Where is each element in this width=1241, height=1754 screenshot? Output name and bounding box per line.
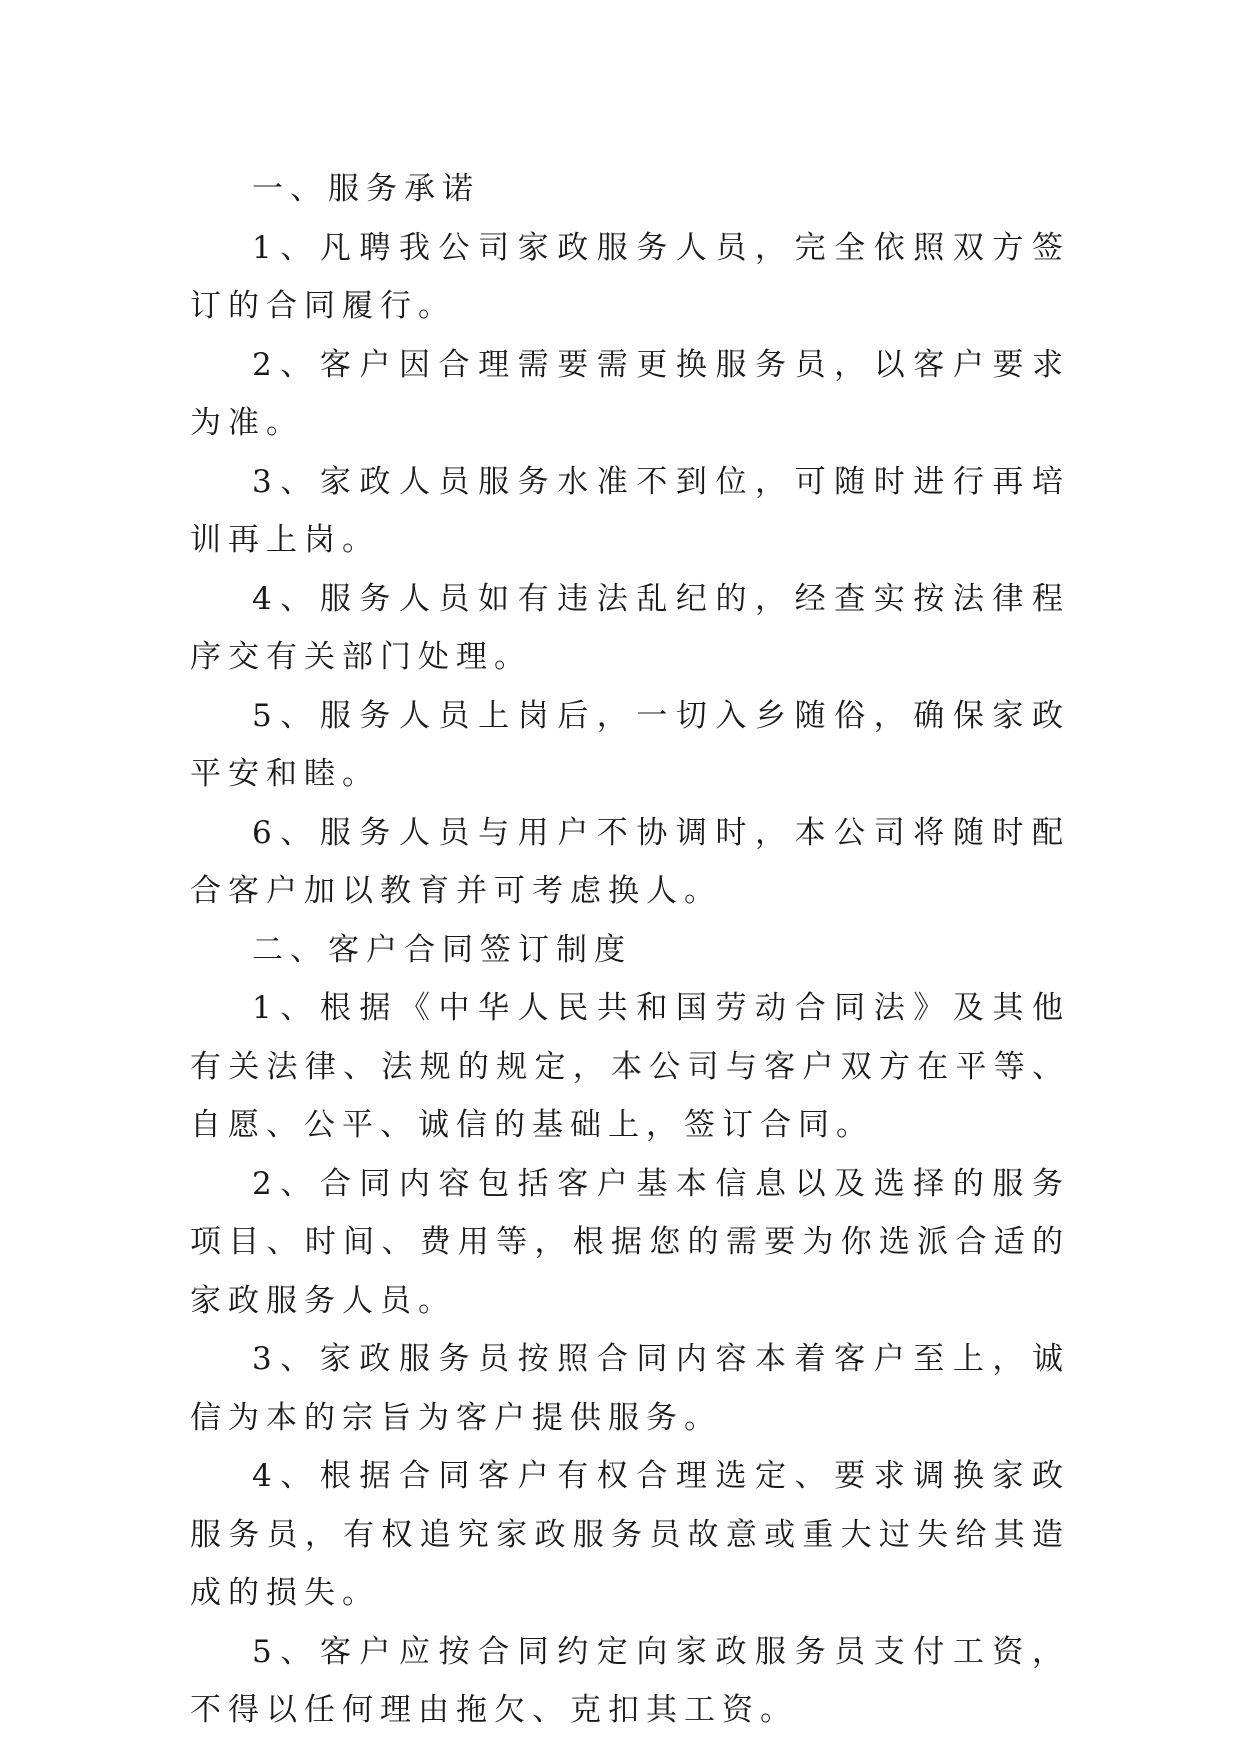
section1-item-6: 6、服务人员与用户不协调时，本公司将随时配合客户加以教育并可考虑换人。 (190, 814, 1070, 909)
section2-item-4: 4、根据合同客户有权合理选定、要求调换家政服务员，有权追究家政服务员故意或重大过失给其造成的损失。 (190, 1458, 1070, 1611)
section2-item-5: 5、客户应按合同约定向家政服务员支付工资，不得以任何理由拖欠、克扣其工资。 (190, 1633, 1070, 1728)
section1-item-4: 4、服务人员如有违法乱纪的，经查实按法律程序交有关部门处理。 (190, 580, 1070, 675)
section2-item-2: 2、合同内容包括客户基本信息以及选择的服务项目、时间、费用等，根据您的需要为你选派合适的家政服务人员。 (190, 1165, 1070, 1319)
section1-item-2: 2、客户因合理需要需更换服务员，以客户要求为准。 (190, 346, 1070, 441)
section1-item-1: 1、凡聘我公司家政服务人员，完全依照双方签订的合同履行。 (190, 229, 1070, 324)
section2-item-3: 3、家政服务员按照合同内容本着客户至上，诚信为本的宗旨为客户提供服务。 (190, 1341, 1070, 1436)
section1-item-3: 3、家政人员服务水准不到位，可随时进行再培训再上岗。 (190, 463, 1070, 558)
section-heading-contract-signing: 二、客户合同签订制度 (252, 931, 632, 968)
section2-item-1: 1、根据《中华人民共和国劳动合同法》及其他有关法律、法规的规定，本公司与客户双方在平等、自愿、公平、诚信的基础上，签订合同。 (190, 990, 1070, 1143)
document-body (190, 160, 1070, 1740)
section1-item-5: 5、服务人员上岗后，一切入乡随俗，确保家政平安和睦。 (190, 697, 1070, 792)
section-heading-service-commitment: 一、服务承诺 (252, 171, 480, 207)
